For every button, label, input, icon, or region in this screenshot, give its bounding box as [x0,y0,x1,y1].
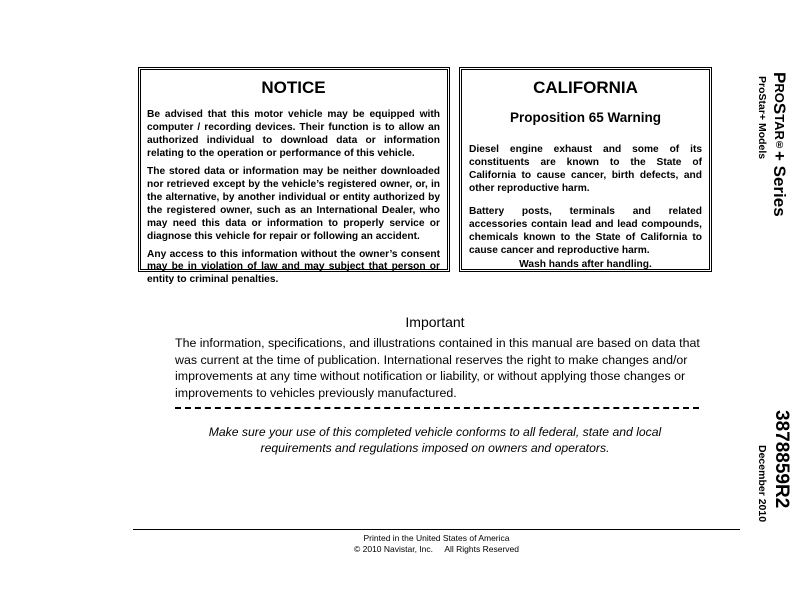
wash-hands-note: Wash hands after handling. [519,258,652,270]
notice-paragraph: Be advised that this motor vehicle may be equipped with computer / recording devices. Their function is to allow an authorized individual to download data or information relating to the operation or performance of this vehicle. [147,109,440,159]
prop65-subtitle: Proposition 65 Warning [509,110,661,125]
series-title [769,72,789,217]
models-subtitle: ProStar+ Models [756,76,768,160]
notice-box [138,67,450,286]
conformity-note: Make sure your use of this completed vehicle conforms to all federal, state and local requirements and regulations imposed on owners and operators. [208,425,662,455]
series-tar: TAR [772,114,787,140]
copyright-note: © 2010 Navistar, Inc. All Rights Reserved [353,543,519,554]
california-paragraph: Diesel engine exhaust and some of its constituents are known to the State of California to cause cancer, birth defects, and other reproductive harm. [469,144,702,194]
footer [133,533,740,554]
notice-paragraph: The stored data or information may be neither downloaded nor retrieved except by the vehicle’s registered owner, or, in the alternative, by another individual or entity authorized by the registered owner, such as an International Dealer, who may need this data or information to properly service or diagnose this vehicle for repair or following an accident. [147,165,440,242]
important-heading: Important [405,314,465,330]
important-body: The information, specifications, and illustrations contained in this manual are based on data that was current at the time of publication. International reserves the right to make changes and/or improvements at any time without notification or liability, or without applying those changes or improvements to vehicles previously manufactured. [175,336,700,400]
notice-title: NOTICE [261,78,326,97]
california-box [459,67,712,272]
registered-mark: ® [774,139,785,151]
series-ro: RO [772,83,787,103]
series-s: S [770,102,789,115]
series-p: P [770,72,789,84]
footer-rule [133,529,740,530]
dashed-divider [175,407,699,409]
document-date: December 2010 [756,445,768,523]
notice-paragraph: Any access to this information without the owner’s consent may be in violation of law and may subject that person or entity to criminal penalties. [147,248,440,286]
california-title: CALIFORNIA [533,78,638,97]
series-rest: + Series [770,150,789,217]
california-paragraph: Battery posts, terminals and related accessories contain lead and lead compounds, chemicals known to the State of California to cause cancer and reproductive harm. [469,205,702,256]
document-number: 3878859R2 [771,410,792,509]
printed-note: Printed in the United States of America [363,533,510,543]
